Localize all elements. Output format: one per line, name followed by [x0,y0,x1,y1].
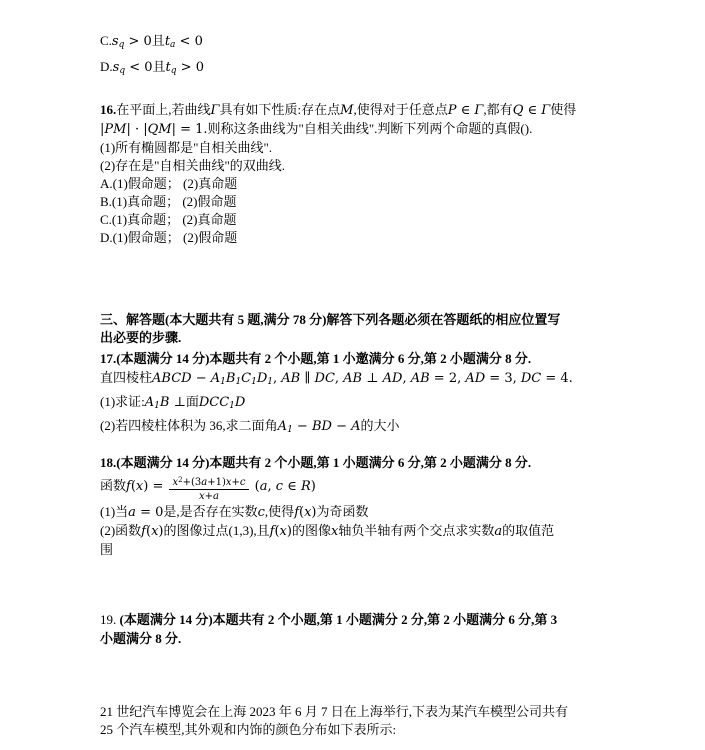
question-19-block [100,610,695,648]
section-3-header-block [100,311,695,347]
q19-header-line-2: 小题满分 8 分. [100,631,182,646]
question-17-block [100,349,695,440]
q16-stem-line-2: |PM| · |QM| = 1.则称这条曲线为"自相关曲线".判断下列两个命题的真假(). [100,121,533,137]
q16-stem-line-1: 16.在平面上,若曲线Γ具有如下性质:存在点M,使得对于任意点P ∈ Γ,都有Q ∈ Γ使得 [100,102,577,118]
q21-intro-line-2: 25 个汽车模型,其外观和内饰的颜色分布如下表所示: [100,722,397,737]
q18-formula-lead: 函数f(x) = [100,478,168,494]
q18-part-2-line-1: (2)函数f(x)的图像过点(1,3),且f(x)的图像x轴负半轴有两个交点求实数a的取值范 [100,523,555,539]
q16-option-a: A.(1)假命题； (2)真命题 [100,176,238,191]
q18-formula-tail: (a, c ∈ R) [250,479,316,494]
q17-given: 直四棱柱ABCD − A1B1C1D1, AB ∥ DC, AB ⊥ AD, AB = 2, AD = 3, DC = 4. [100,370,573,387]
section-3-title-line-1: 三、解答题(本大题共有 5 题,满分 78 分)解答下列各题必须在答题纸的相应位置写 [100,312,561,327]
fraction [169,474,248,503]
q16-statement-2: (2)存在是"自相关曲线"的双曲线. [100,158,286,173]
question-18-block [100,454,695,559]
section-3-title-line-2: 出必要的步骤. [100,330,182,345]
fraction-numerator: $x^2+(3a+1)x+c$ [169,474,248,490]
q18-header: 18.(本题满分 14 分)本题共有 2 个小题,第 1 小题满分 6 分,第 2 小题满分 8 分. [100,455,532,470]
q17-part-2: (2)若四棱柱体积为 36,求二面角A1 − BD − A的大小 [100,418,400,435]
q21-intro-line-1: 21 世纪汽车博览会在上海 2023 年 6 月 7 日在上海举行,下表为某汽车模型公司共有 [100,704,569,719]
q16-option-d: D.(1)假命题； (2)假命题 [100,230,238,245]
q18-function-definition [100,472,695,503]
q18-part-1: (1)当a = 0是,是否存在实数c,使得f(x)为奇函数 [100,504,369,520]
q15-options-block [100,30,695,82]
q17-part-1: (1)求证:A1B ⊥面DCC1D [100,394,246,411]
q21-intro-block [100,703,695,739]
q16-statement-1: (1)所有椭圆都是"自相关曲线". [100,140,273,155]
q17-header: 17.(本题满分 14 分)本题共有 2 个小题,第 1 小邀满分 6 分,第 2 小题满分 8 分. [100,351,532,366]
q19-header-line-1: 19. (本题满分 14 分)本题共有 2 个小题,第 1 小题满分 2 分,第 2 小题满分 6 分,第 3 [100,612,558,627]
fraction-denominator: x+a [199,491,219,502]
question-16-block [100,101,695,247]
q16-option-b: B.(1)真命题； (2)假命题 [100,194,237,209]
q15-option-c: C.sq > 0且ta < 0 [100,33,203,50]
q18-part-2-line-2: 围 [100,542,114,557]
q15-option-d: D.sq < 0且tq > 0 [100,59,204,76]
q16-option-c: C.(1)真命题； (2)真命题 [100,212,237,227]
